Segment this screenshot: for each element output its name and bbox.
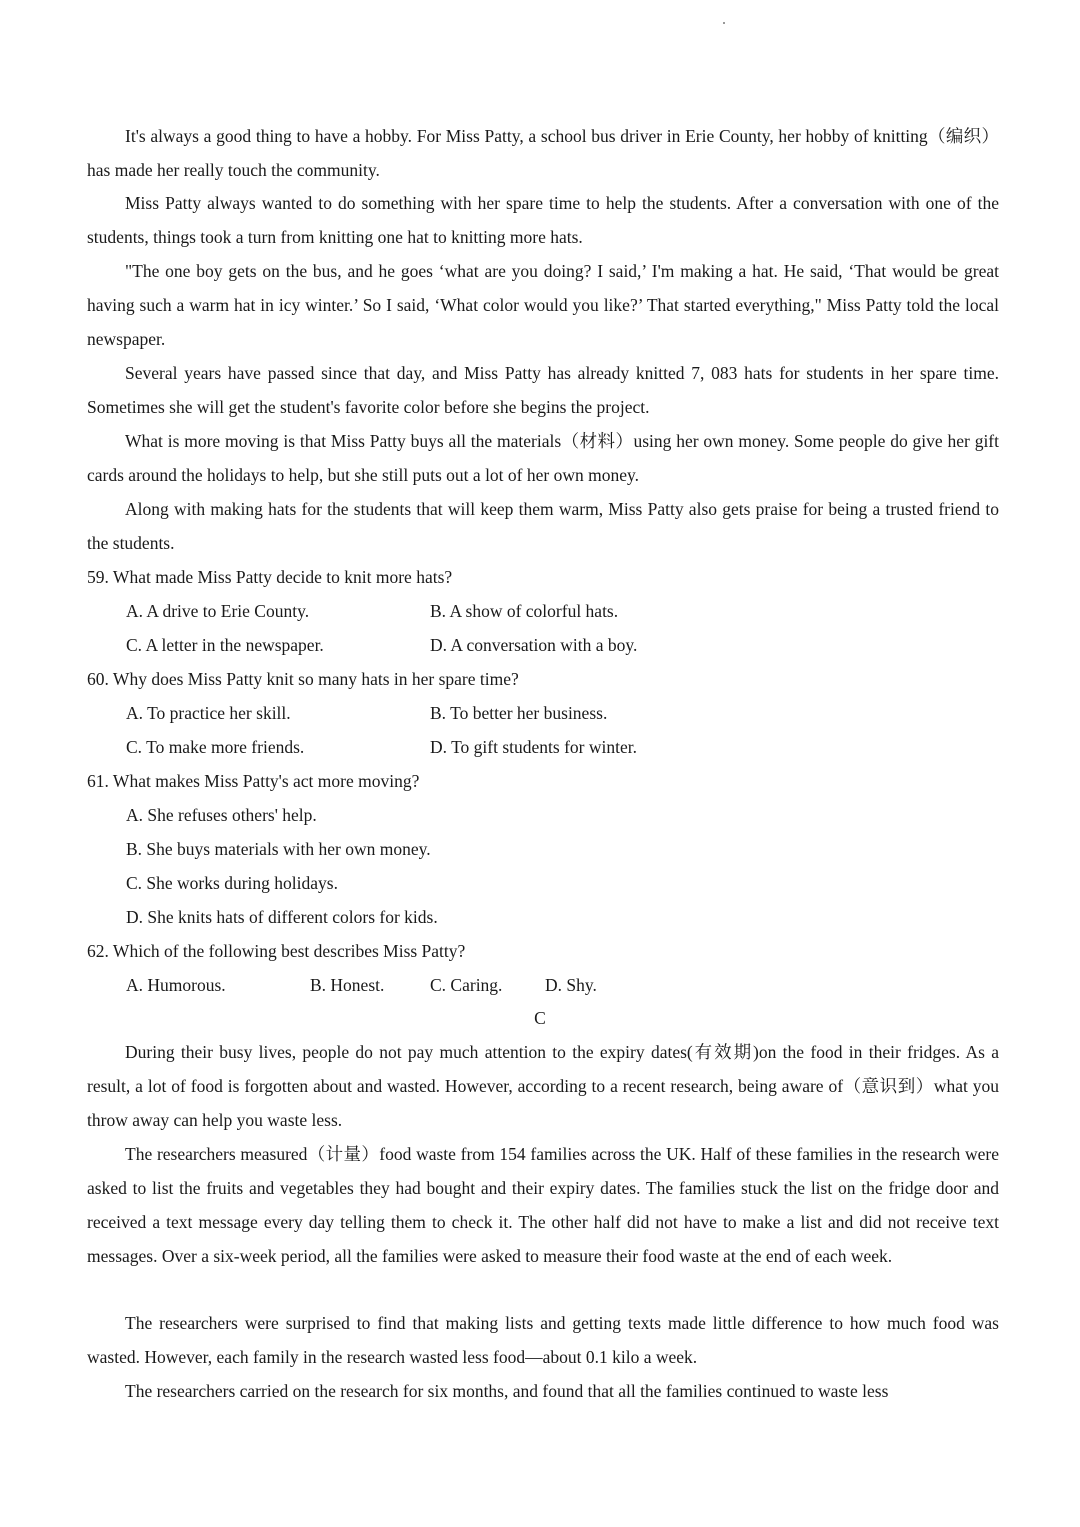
question-59-option-d: D. A conversation with a boy. bbox=[430, 635, 638, 655]
question-59-option-a: A. A drive to Erie County. bbox=[126, 601, 310, 621]
passage-c-paragraph-3: The researchers were surprised to find that making lists and getting texts made little difference to how much food was wasted. However, each family in the research wasted less food—about 0.1 kilo a week. bbox=[87, 1313, 999, 1367]
passage-b-paragraph-1: It's always a good thing to have a hobby. For Miss Patty, a school bus driver in Erie County, her hobby of knitting（编织）has made her really touch the community. bbox=[87, 126, 999, 180]
passage-c-paragraph-1: During their busy lives, people do not pay much attention to the expiry dates(有效期)on the food in their fridges. As a result, a lot of food is forgotten about and wasted. However, according to a recent research, being aware of（意识到）what you throw away can help you waste less. bbox=[87, 1042, 999, 1130]
question-60-stem: 60. Why does Miss Patty knit so many hats in her spare time? bbox=[87, 669, 519, 689]
question-59-stem: 59. What made Miss Patty decide to knit more hats? bbox=[87, 567, 453, 587]
scan-speck bbox=[723, 22, 725, 24]
question-60-option-d: D. To gift students for winter. bbox=[430, 737, 637, 757]
passage-c-paragraph-4: The researchers carried on the research for six months, and found that all the families continued to waste less bbox=[125, 1381, 889, 1401]
question-62-stem: 62. Which of the following best describes Miss Patty? bbox=[87, 941, 466, 961]
question-61-option-a: A. She refuses others' help. bbox=[126, 805, 317, 825]
passage-b-paragraph-4: Several years have passed since that day, and Miss Patty has already knitted 7, 083 hats for students in her spare time. Sometimes she will get the student's favorite color before she begins the project. bbox=[87, 363, 999, 417]
question-60-option-c: C. To make more friends. bbox=[126, 737, 305, 757]
question-62-option-c: C. Caring. bbox=[430, 975, 503, 995]
question-61-option-c: C. She works during holidays. bbox=[126, 873, 338, 893]
passage-b-paragraph-3: "The one boy gets on the bus, and he goes ‘what are you doing? I said,’ I'm making a hat. He said, ‘That would be great having such a warm hat in icy winter.’ So I said, ‘What color would you like?’ That started everything," Miss Patty told the local newspaper. bbox=[87, 261, 999, 349]
passage-c-paragraph-2: The researchers measured（计量）food waste from 154 families across the UK. Half of these families in the research were asked to list the fruits and vegetables they had bought and their expiry dates. The families stuck the list on the fridge door and received a text message every day telling them to check it. The other half did not have to make a list and did not receive text messages. Over a six-week period, all the families were asked to measure their food waste at the end of each week. bbox=[87, 1144, 999, 1266]
passage-b-paragraph-6: Along with making hats for the students that will keep them warm, Miss Patty also gets praise for being a trusted friend to the students. bbox=[87, 499, 999, 553]
question-61-option-d: D. She knits hats of different colors for kids. bbox=[126, 907, 438, 927]
passage-b-paragraph-5: What is more moving is that Miss Patty buys all the materials（材料）using her own money. Some people do give her gift cards around the holidays to help, but she still puts out a lot of her own money. bbox=[87, 431, 999, 485]
question-61-stem: 61. What makes Miss Patty's act more moving? bbox=[87, 771, 420, 791]
question-62-option-a: A. Humorous. bbox=[126, 975, 226, 995]
question-62-option-d: D. Shy. bbox=[545, 975, 597, 995]
question-60-option-b: B. To better her business. bbox=[430, 703, 608, 723]
question-59-option-b: B. A show of colorful hats. bbox=[430, 601, 619, 621]
section-letter-c: C bbox=[534, 1008, 546, 1028]
passage-b-paragraph-2: Miss Patty always wanted to do something with her spare time to help the students. After a conversation with one of the students, things took a turn from knitting one hat to knitting more hats. bbox=[87, 193, 999, 247]
question-62-option-b: B. Honest. bbox=[310, 975, 385, 995]
question-59-option-c: C. A letter in the newspaper. bbox=[126, 635, 324, 655]
question-60-option-a: A. To practice her skill. bbox=[126, 703, 291, 723]
question-61-option-b: B. She buys materials with her own money. bbox=[126, 839, 431, 859]
